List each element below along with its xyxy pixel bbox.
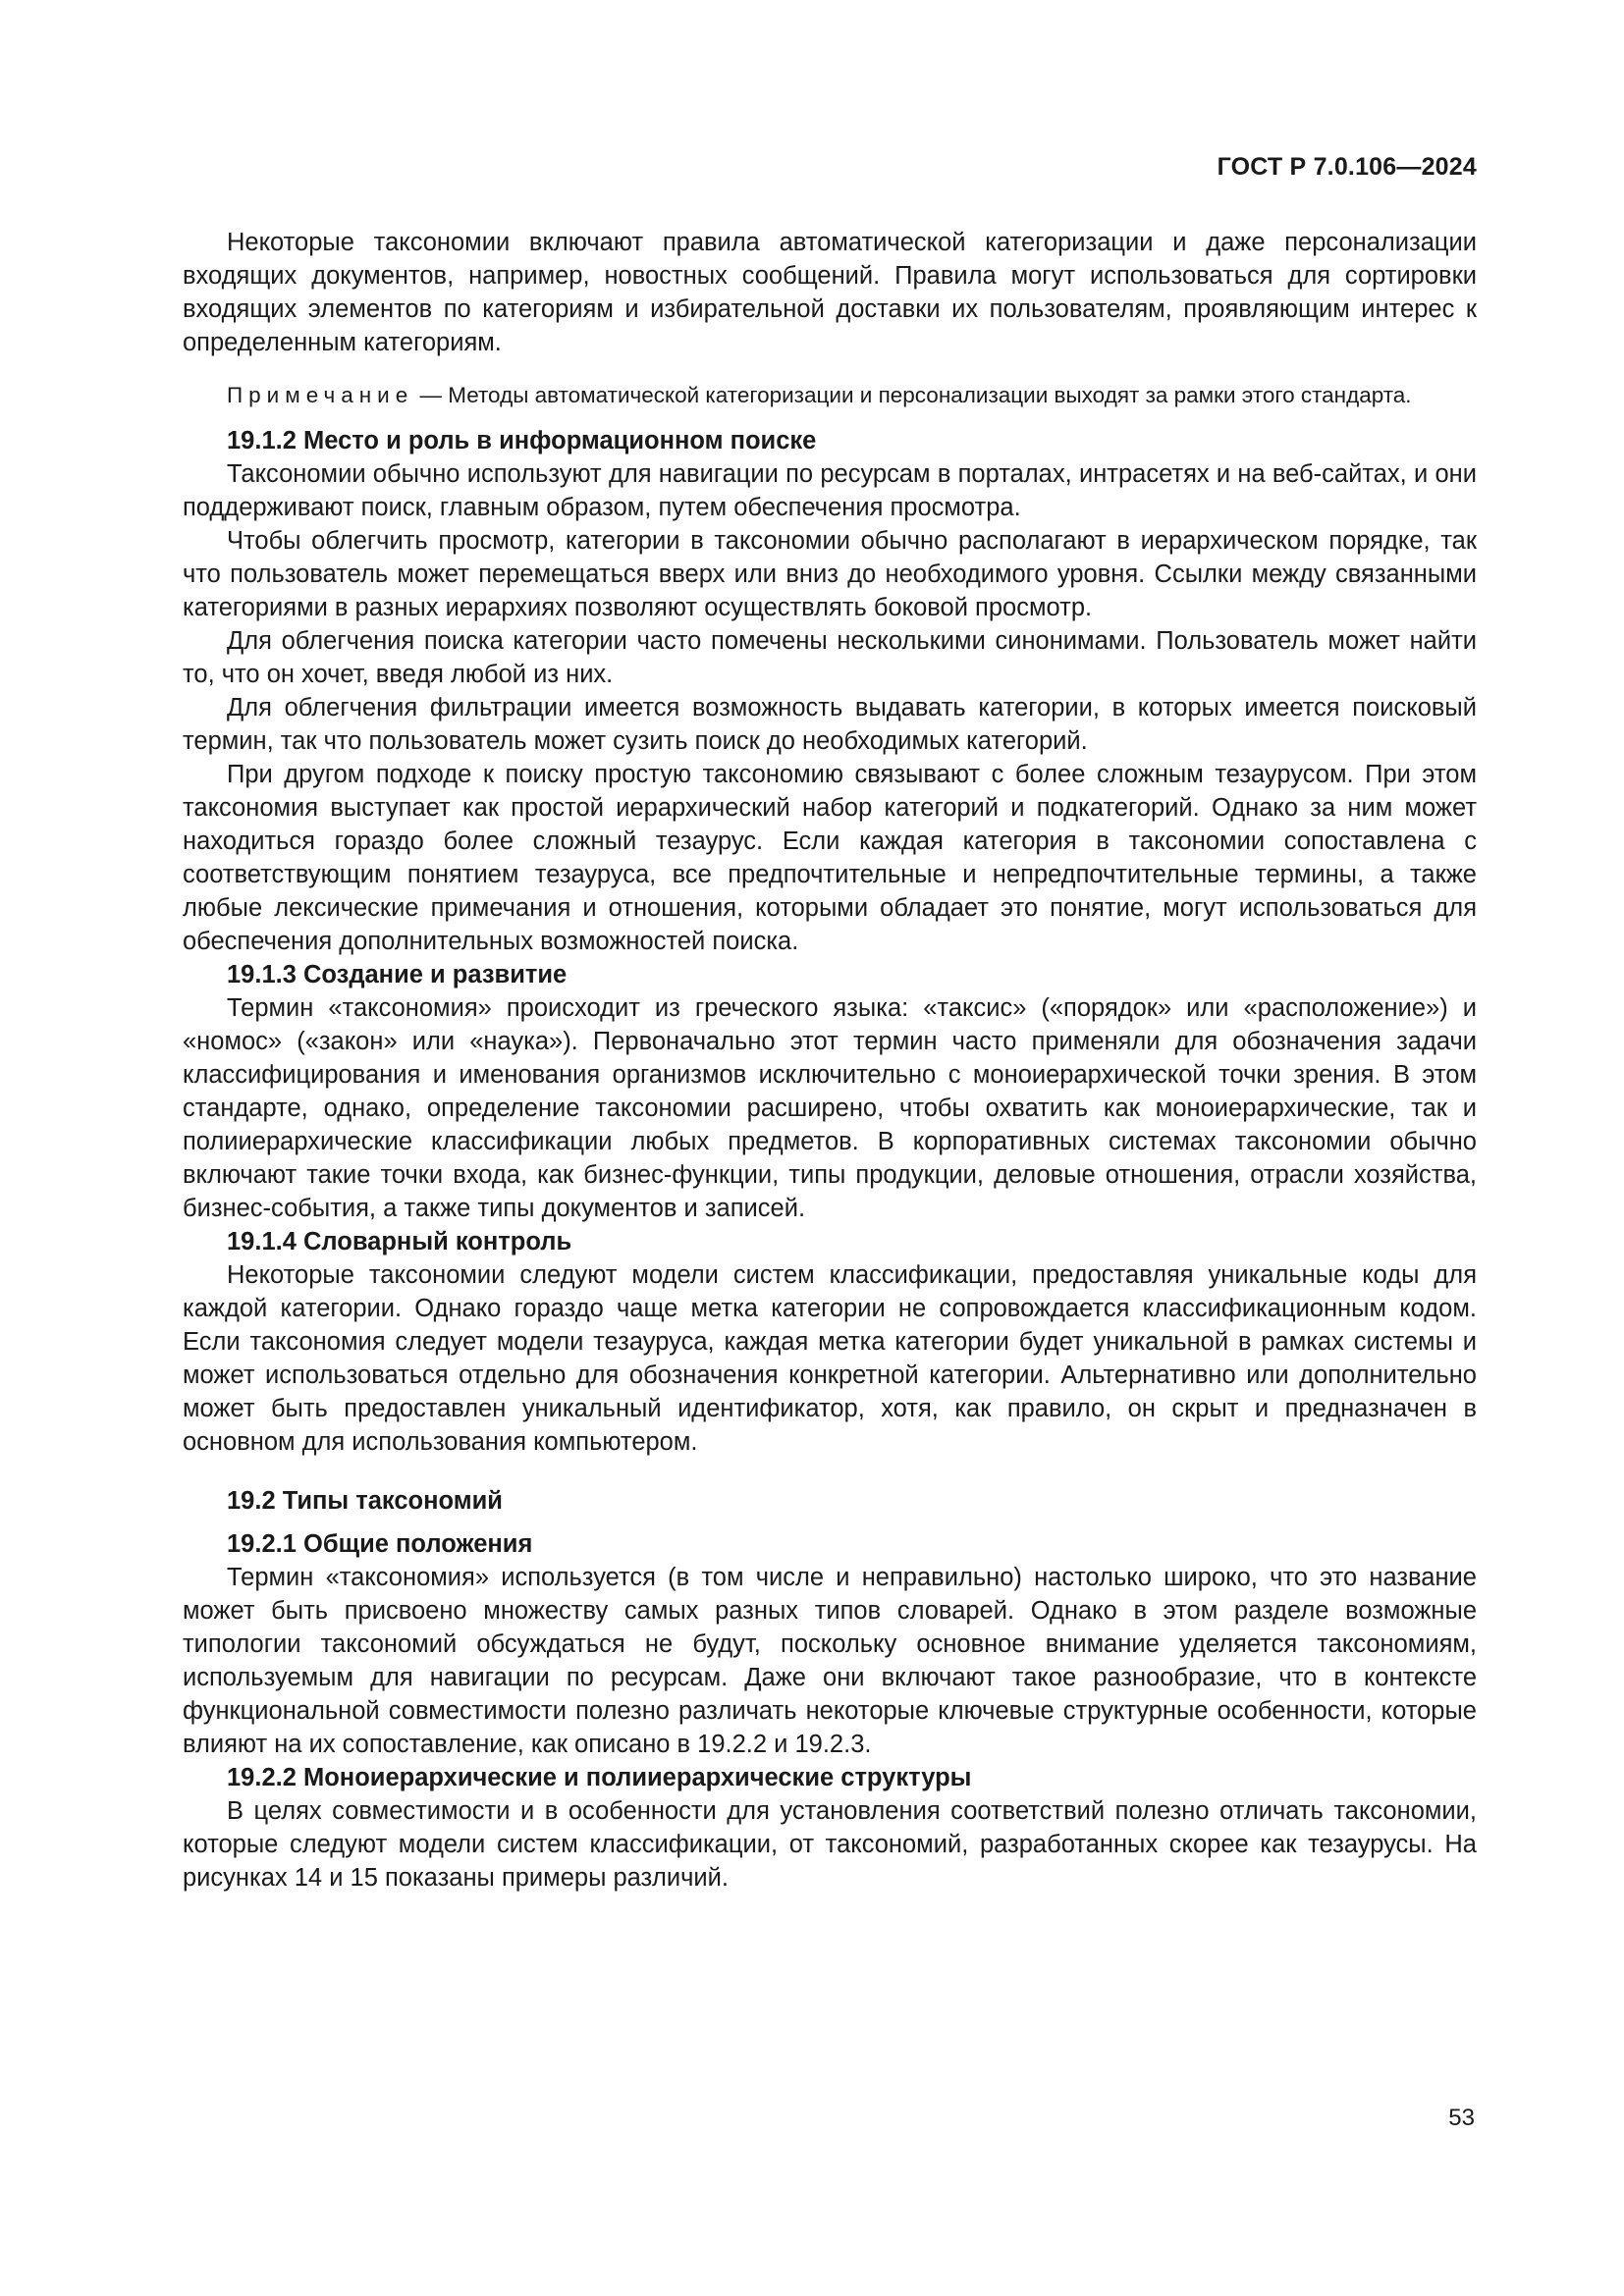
page-content (183, 226, 1477, 1895)
paragraph: Некоторые таксономии включают правила автоматической категоризации и даже персонализации входящих документов, например, новостных сообщений. Правила могут использоваться для сортировки входящих элементов по категориям и избирательной доставки их пользователям, проявляющим интерес к определенным категориям. (183, 229, 1477, 356)
paragraph: В целях совместимости и в особенности для установления соответствий полезно отличать таксономии, которые следуют модели систем классификации, от таксономий, разработанных скорее как тезаурусы. На рисунках 14 и 15 показаны примеры различий. (183, 1797, 1477, 1892)
section-heading-19-2-2: 19.2.2 Моноиерархические и полииерархические структуры (227, 1764, 972, 1791)
paragraph: Термин «таксономия» происходит из греческого языка: «таксис» («порядок» или «расположение») и «номос» («закон» или «наука»). Первоначально этот термин часто применяли для обозначения задачи классифицирования и именования организмов исключительно с моноиерархической точки зрения. В этом стандарте, однако, определение таксономии расширено, чтобы охватить как моноиерархические, так и полииерархические классификации любых предметов. В корпоративных системах таксономии обычно включают такие точки входа, как бизнес-функции, типы продукции, деловые отношения, отрасли хозяйства, бизнес-события, а также типы документов и записей. (183, 994, 1477, 1222)
note-text: — Методы автоматической категоризации и персонализации выходят за рамки этого стандарта. (413, 383, 1412, 407)
note (183, 381, 1477, 410)
page-number: 53 (1448, 2105, 1475, 2131)
section-heading-19-2: 19.2 Типы таксономий (227, 1487, 503, 1515)
section-heading-19-1-4: 19.1.4 Словарный контроль (227, 1228, 572, 1255)
paragraph: Для облегчения поиска категории часто помечены несколькими синонимами. Пользователь может найти то, что он хочет, введя любой из них. (183, 627, 1477, 688)
paragraph: При другом подходе к поиску простую таксономию связывают с более сложным тезаурусом. При этом таксономия выступает как простой иерархический набор категорий и подкатегорий. Однако за ним может находиться гораздо более сложный тезаурус. Если каждая категория в таксономии сопоставлена с соответствующим понятием тезауруса, все предпочтительные и непредпочтительные термины, а также любые лексические примечания и отношения, которыми обладает это понятие, могут использоваться для обеспечения дополнительных возможностей поиска. (183, 761, 1477, 955)
paragraph: Чтобы облегчить просмотр, категории в таксономии обычно располагают в иерархическом порядке, так что пользователь может перемещаться вверх или вниз до необходимого уровня. Ссылки между связанными категориями в разных иерархиях позволяют осуществлять боковой просмотр. (183, 527, 1477, 621)
paragraph: Термин «таксономия» используется (в том числе и неправильно) настолько широко, что это название может быть присвоено множеству самых разных типов словарей. Однако в этом разделе возможные типологии таксономий обсуждаться не будут, поскольку основное внимание уделяется таксономиям, используемым для навигации по ресурсам. Даже они включают такое разнообразие, что в контексте функциональной совместимости полезно различать некоторые ключевые структурные особенности, которые влияют на их сопоставление, как описано в 19.2.2 и 19.2.3. (183, 1564, 1477, 1758)
note-label: Примечание (227, 383, 414, 407)
paragraph: Для облегчения фильтрации имеется возможность выдавать категории, в которых имеется поисковый термин, так что пользователь может сузить поиск до необходимых категорий. (183, 694, 1477, 755)
document-id-header: ГОСТ Р 7.0.106—2024 (1217, 153, 1477, 181)
section-heading-19-1-2: 19.1.2 Место и роль в информационном поиске (227, 427, 817, 454)
section-heading-19-1-3: 19.1.3 Создание и развитие (227, 961, 568, 988)
paragraph: Некоторые таксономии следуют модели систем классификации, предоставляя уникальные коды для каждой категории. Однако гораздо чаще метка категории не сопровождается классификационным кодом. Если таксономия следует модели тезауруса, каждая метка категории будет уникальной в рамках системы и может использоваться отдельно для обозначения конкретной категории. Альтернативно или дополнительно может быть предоставлен уникальный идентификатор, хотя, как правило, он скрыт и предназначен в основном для использования компьютером. (183, 1261, 1477, 1456)
section-heading-19-2-1: 19.2.1 Общие положения (227, 1530, 533, 1558)
paragraph: Таксономии обычно используют для навигации по ресурсам в порталах, интрасетях и на веб-сайтах, и они поддерживают поиск, главным образом, путем обеспечения просмотра. (183, 460, 1477, 521)
